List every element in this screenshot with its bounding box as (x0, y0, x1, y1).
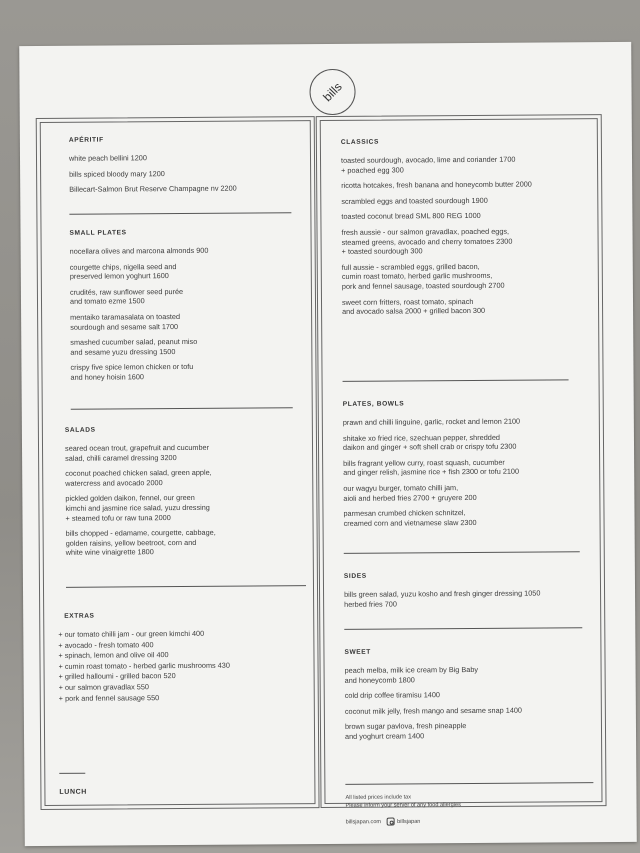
website-link[interactable]: billsjapan.com (345, 819, 382, 826)
menu-item: full aussie - scrambled eggs, grilled bacon, cumin roast tomato, herbed garlic mushrooms, pork and fennel sausage, toasted sourdough 2700 (341, 261, 505, 291)
divider (66, 585, 306, 588)
menu-item: our wagyu burger, tomato chilli jam, aioli and herbed fries 2700 + gruyere 200 (343, 483, 477, 503)
menu-item: pickled golden daikon, fennel, our green kimchi and jasmine rice salad, yuzu dressing + steamed tofu or raw tuna 2000 (65, 493, 210, 523)
menu-item: peach melba, milk ice cream by Big Baby and honeycomb 1800 (344, 664, 479, 685)
instagram-handle[interactable]: billsjapan (397, 819, 421, 826)
menu-item: mentaiko taramasalata on toasted sourdough and sesame salt 1700 (70, 311, 181, 332)
menu-item: toasted sourdough, avocado, lime and coriander 1700 + poached egg 300 (340, 154, 516, 175)
divider (343, 379, 569, 382)
divider (345, 782, 593, 785)
sides-section (344, 571, 600, 615)
menu-item: sweet corn fritters, roast tomato, spinach and avocado salsa 2000 + grilled bacon 300 (341, 296, 486, 317)
sweet-section (344, 647, 601, 747)
right-panel-inner-border (320, 118, 603, 826)
menu-item: white peach bellini 1200 (68, 153, 147, 163)
menu-item: bills fragrant yellow curry, roast squash, cucumber and ginger relish, jasmine rice + fish 2300 or tofu 2100 (343, 457, 520, 478)
divider (69, 212, 291, 215)
menu-item: + our salmon gravadlax 550 (58, 682, 149, 692)
footer-divider (59, 773, 85, 774)
divider (71, 407, 293, 410)
extras-section (58, 611, 314, 704)
menu-item: nocellara olives and marcona almonds 900 (69, 245, 209, 256)
menu-item: + avocado - fresh tomato 400 (58, 639, 154, 650)
menu-item: fresh aussie - our salmon gravadlax, poached eggs, steamed greens, avocado and cherry tomatoes 2300 + toasted sourdough 300 (341, 226, 513, 257)
aperitif-heading: APÉRITIF (68, 136, 104, 144)
small-plates-heading: SMALL PLATES (69, 229, 127, 237)
menu-item: Billecart-Salmon Brut Reserve Champagne nv 2200 (69, 183, 237, 194)
left-menu-panel (36, 116, 320, 810)
menu-item: seared ocean trout, grapefruit and cucumber salad, chilli caramel dressing 3200 (64, 442, 210, 463)
menu-item: toasted coconut bread SML 800 REG 1000 (341, 211, 481, 222)
menu-item: crispy five spice lemon chicken or tofu and honey hoisin 1600 (70, 362, 194, 382)
menu-item: + pork and fennel sausage 550 (58, 692, 160, 703)
menu-item: courgette chips, nigella seed and preserved lemon yoghurt 1600 (69, 261, 177, 281)
salads-section (65, 425, 313, 564)
lunch-label: LUNCH (59, 788, 87, 796)
sweet-heading: SWEET (344, 648, 371, 656)
menu-item: parmesan crumbed chicken schnitzel, creamed corn and vietnamese slaw 2300 (343, 508, 477, 528)
small-plates-section (69, 228, 311, 388)
right-menu-panel (316, 114, 607, 826)
plates-bowls-heading: PLATES, BOWLS (342, 400, 405, 408)
menu-item: bills spiced bloody mary 1200 (69, 168, 165, 179)
menu-item: coconut poached chicken salad, green apple, watercress and avocado 2000 (65, 468, 212, 488)
menu-item: + spinach, lemon and olive oil 400 (58, 650, 169, 661)
logo-text: bills (320, 79, 345, 105)
menu-item: brown sugar pavlova, fresh pineapple and yoghurt cream 1400 (344, 721, 467, 741)
menu-sheet (19, 42, 637, 846)
contact-line (346, 816, 602, 827)
sides-heading: SIDES (343, 572, 367, 580)
menu-item: + cumin roast tomato - herbed garlic mushrooms 430 (58, 660, 230, 671)
classics-heading: CLASSICS (340, 138, 380, 146)
menu-item: crudités, raw sunflower seed purée and tomato ezme 1500 (69, 286, 184, 307)
bills-logo (300, 59, 365, 124)
tax-note: All listed prices include tax (345, 794, 412, 801)
extras-heading: EXTRAS (64, 612, 95, 620)
menu-item: scrambled eggs and toasted sourdough 1900 (341, 195, 488, 206)
menu-item: + our tomato chilli jam - our green kimchi 400 (58, 628, 205, 639)
menu-item: shitake xo fried rice, szechuan pepper, shredded daikon and ginger + soft shell crab or crispy tofu 2300 (342, 432, 517, 453)
divider (344, 551, 580, 554)
notes-section (345, 793, 601, 827)
menu-item: bills chopped - edamame, courgette, cabbage, golden raisins, yellow beetroot, corn and white wine vinaigrette 1800 (65, 527, 216, 558)
menu-item: prawn and chilli linguine, garlic, rocket and lemon 2100 (342, 416, 521, 427)
aperitif-section (69, 135, 310, 200)
plates-bowls-section (343, 399, 600, 534)
menu-item: + grilled halloumi - grilled bacon 520 (58, 671, 176, 682)
divider (344, 627, 582, 630)
salads-heading: SALADS (64, 426, 96, 434)
menu-item: bills green salad, yuzu kosho and fresh ginger dressing 1050 herbed fries 700 (344, 588, 541, 609)
instagram-icon (387, 818, 395, 826)
menu-item: cold drip coffee tiramisu 1400 (344, 690, 440, 701)
classics-section (341, 137, 598, 323)
allergy-note: Please inform your server of any food allergies (345, 801, 461, 809)
menu-item: smashed cucumber salad, peanut miso and sesame yuzu dressing 1500 (70, 337, 198, 357)
menu-item: coconut milk jelly, fresh mango and sesame snap 1400 (344, 705, 523, 716)
menu-item: ricotta hotcakes, fresh banana and honeycomb butter 2000 (341, 179, 532, 191)
left-panel-inner-border (40, 120, 316, 806)
